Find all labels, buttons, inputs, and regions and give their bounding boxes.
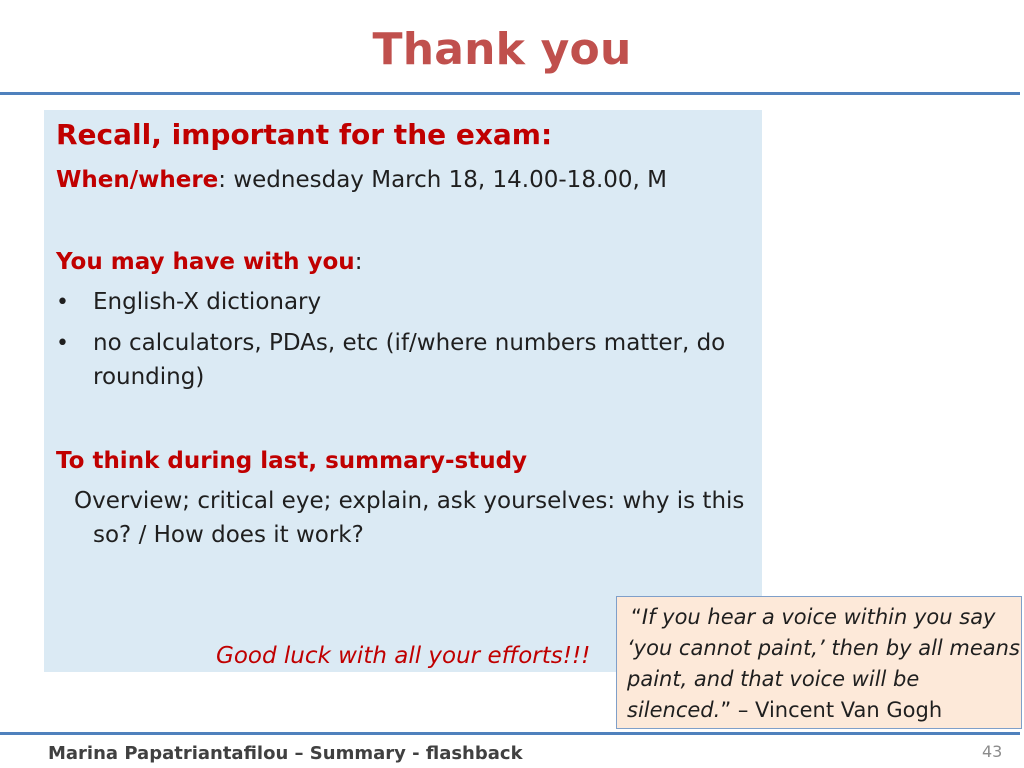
quote-line-3: paint, and that voice will be — [627, 667, 920, 691]
quote-line-4 — [627, 698, 942, 722]
may-have-suffix: : — [354, 249, 363, 275]
title-divider — [0, 92, 1020, 95]
footer-text: Marina Papatriantafilou – Summary - flashback — [48, 743, 523, 764]
footer-divider — [0, 732, 1020, 735]
quote-text-1: If you hear a voice within you say — [641, 605, 996, 629]
quote-line-2: ‘you cannot paint,’ then by all means — [627, 636, 1020, 660]
list-item-continuation: rounding) — [93, 364, 205, 390]
when-where-line — [56, 167, 667, 193]
recall-heading: Recall, important for the exam: — [56, 118, 553, 151]
quote-text-4: silenced. — [627, 698, 721, 722]
bullet-icon: • — [56, 290, 69, 315]
quote-attribution: ” – Vincent Van Gogh — [720, 698, 943, 722]
may-have-line — [56, 249, 362, 275]
when-where-label: When/where — [56, 167, 219, 193]
when-where-text: : wednesday March 18, 14.00-18.00, M — [218, 167, 667, 193]
list-item: no calculators, PDAs, etc (if/where numbers matter, do — [93, 330, 726, 356]
think-heading: To think during last, summary-study — [56, 448, 528, 474]
quote-open-mark: “ — [631, 605, 642, 629]
quote-line-1 — [627, 605, 996, 629]
think-line-1: Overview; critical eye; explain, ask yourselves: why is this — [74, 488, 745, 514]
may-have-label: You may have with you — [56, 249, 355, 275]
think-line-2: so? / How does it work? — [93, 522, 364, 548]
list-item: English-X dictionary — [93, 289, 322, 315]
bullet-icon: • — [56, 331, 69, 356]
slide-title: Thank you — [372, 24, 632, 75]
good-luck-text: Good luck with all your efforts!!! — [216, 643, 591, 669]
content-box — [44, 110, 762, 672]
page-number: 43 — [982, 742, 1003, 761]
